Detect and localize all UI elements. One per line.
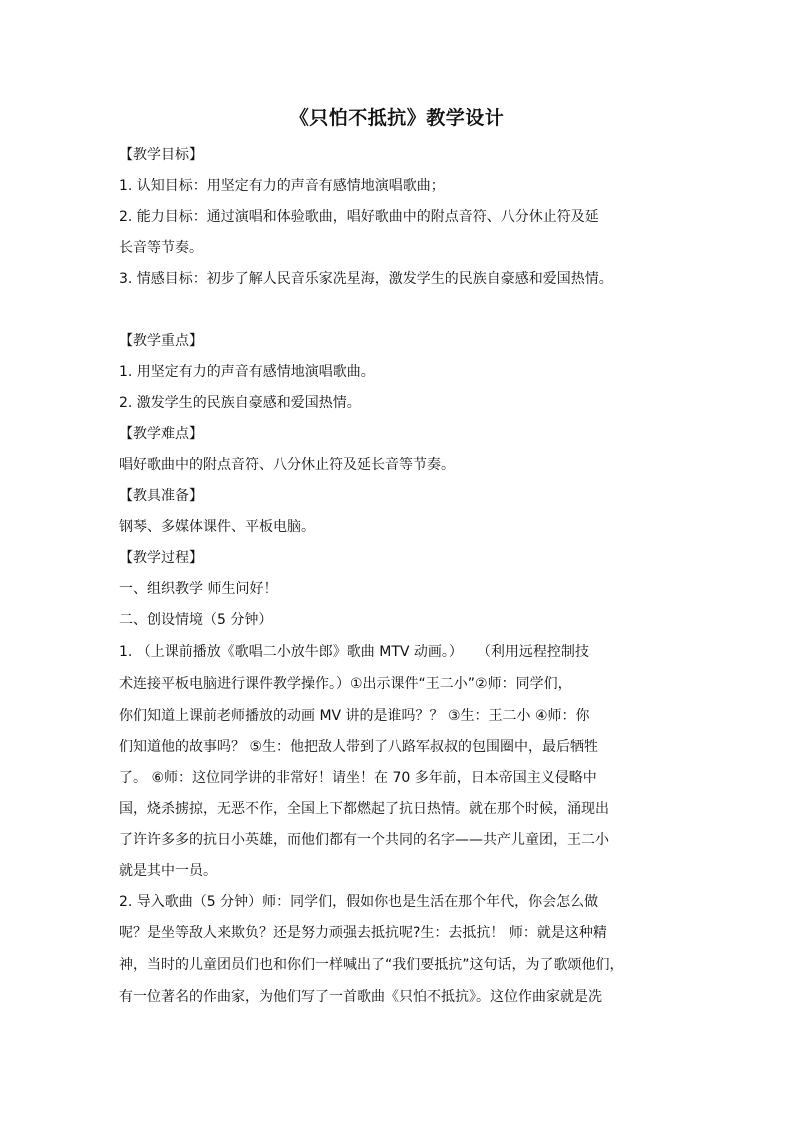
paragraph-line: 术连接平板电脑进行课件教学操作。）①出示课件“王二小”②师：同学们，: [119, 676, 572, 692]
paragraph-line: 就是其中一员。: [119, 863, 217, 879]
paragraph-line: 国，烧杀掳掠，无恶不作，全国上下都燃起了抗日热情。就在那个时候，涌现出: [119, 801, 609, 817]
paragraph-line: 1. 认知目标：用坚定有力的声音有感情地演唱歌曲；: [119, 178, 445, 194]
paragraph-line: 呢？是坐等敌人来欺负？还是努力顽强去抵抗呢?生：去抵抗！ 师：就是这种精: [119, 925, 607, 941]
paragraph-line: 你们知道上课前老师播放的动画 MV 讲的是谁吗？？ ③生：王二小 ④师：你: [119, 708, 590, 724]
section-heading-materials: 【教具准备】: [119, 488, 203, 504]
paragraph-line: 有一位著名的作曲家，为他们写了一首歌曲《只怕不抵抗》。这位作曲家就是冼: [119, 989, 602, 1005]
paragraph-line: 唱好歌曲中的附点音符、八分休止符及延长音等节奏。: [119, 457, 455, 473]
paragraph-line: 了许许多多的抗日小英雄，而他们都有一个共同的名字——共产儿童团，王二小: [119, 832, 609, 848]
section-heading-difficulties: 【教学难点】: [119, 426, 203, 442]
section-heading-process: 【教学过程】: [119, 550, 203, 566]
paragraph-line: 1. （上课前播放《歌唱二小放牛郎》歌曲 MTV 动画。） （利用远程控制技: [119, 644, 589, 660]
paragraph-line: 2. 导入歌曲（5 分钟）师：同学们，假如你也是生活在那个年代，你会怎么做: [119, 894, 599, 910]
paragraph-line: 2. 能力目标：通过演唱和体验歌曲，唱好歌曲中的附点音符、八分休止符及延: [119, 209, 599, 225]
section-heading-objectives: 【教学目标】: [119, 147, 203, 163]
paragraph-line: 神，当时的儿童团员们也和你们一样喊出了“我们要抵抗”这句话，为了歌颂他们，: [119, 957, 624, 973]
document-title: 《只怕不抵抗》教学设计: [289, 107, 505, 129]
paragraph-line: 了。 ⑥师：这位同学讲的非常好！请坐！在 70 多年前，日本帝国主义侵略中: [119, 770, 597, 786]
paragraph-line: 长音等节奏。: [119, 240, 203, 256]
paragraph-line: 钢琴、多媒体课件、平板电脑。: [119, 519, 315, 535]
paragraph-line: 2. 激发学生的民族自豪感和爱国热情。: [119, 395, 361, 411]
paragraph-line: 们知道他的故事吗？ ⑤生：他把敌人带到了八路军叔叔的包围圈中，最后牺牲: [119, 739, 598, 755]
paragraph-line: 3. 情感目标：初步了解人民音乐家冼星海，激发学生的民族自豪感和爱国热情。: [119, 271, 613, 287]
paragraph-line: 一、组织教学 师生问好！: [119, 581, 278, 597]
paragraph-line: 1. 用坚定有力的声音有感情地演唱歌曲。: [119, 364, 375, 380]
section-heading-key-points: 【教学重点】: [119, 333, 203, 349]
paragraph-line: 二、创设情境（5 分钟）: [119, 612, 273, 628]
